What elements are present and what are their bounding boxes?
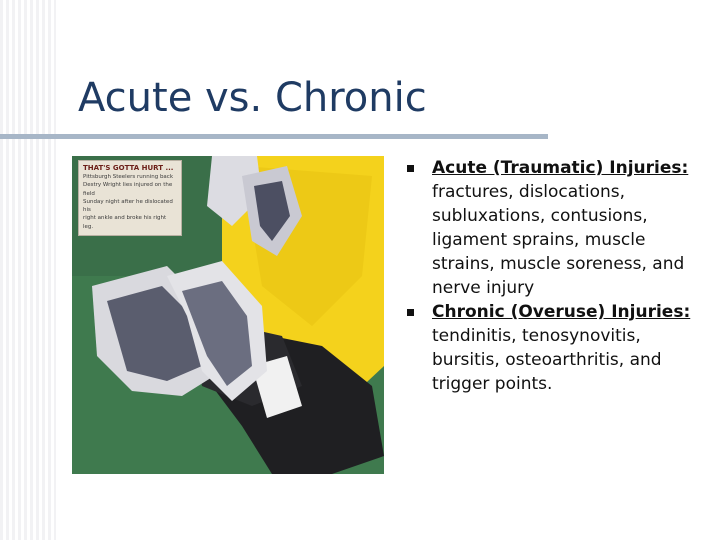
- photo-caption-line: Pittsburgh Steelers running back: [83, 174, 174, 180]
- bullet-item-acute: [404, 156, 704, 300]
- photo-caption: [78, 160, 182, 236]
- title-underline: [0, 134, 548, 139]
- photo-caption-heading: THAT'S GOTTA HURT ...: [83, 164, 174, 172]
- slide-title: Acute vs. Chronic: [78, 75, 427, 121]
- photo-caption-line: Destry Wright lies injured on the field: [83, 182, 173, 197]
- photo-caption-line: Sunday night after he dislocated his: [83, 198, 173, 214]
- bullet-term: Acute (Traumatic) Injuries:: [432, 158, 689, 178]
- square-bullet-icon: [407, 165, 414, 172]
- photo-caption-line: right ankle and broke his right leg.: [83, 215, 167, 230]
- bullet-text: fractures, dislocations, subluxations, contusions, ligament sprains, muscle strains, muscle soreness, and nerve injury: [432, 182, 685, 298]
- bullet-item-chronic: [404, 300, 704, 396]
- injury-photo: [72, 156, 384, 474]
- bullet-text: tendinitis, tenosynovitis, bursitis, osteoarthritis, and trigger points.: [432, 326, 662, 394]
- bullet-term: Chronic (Overuse) Injuries:: [432, 302, 691, 322]
- bullet-list: [404, 156, 704, 396]
- square-bullet-icon: [407, 309, 414, 316]
